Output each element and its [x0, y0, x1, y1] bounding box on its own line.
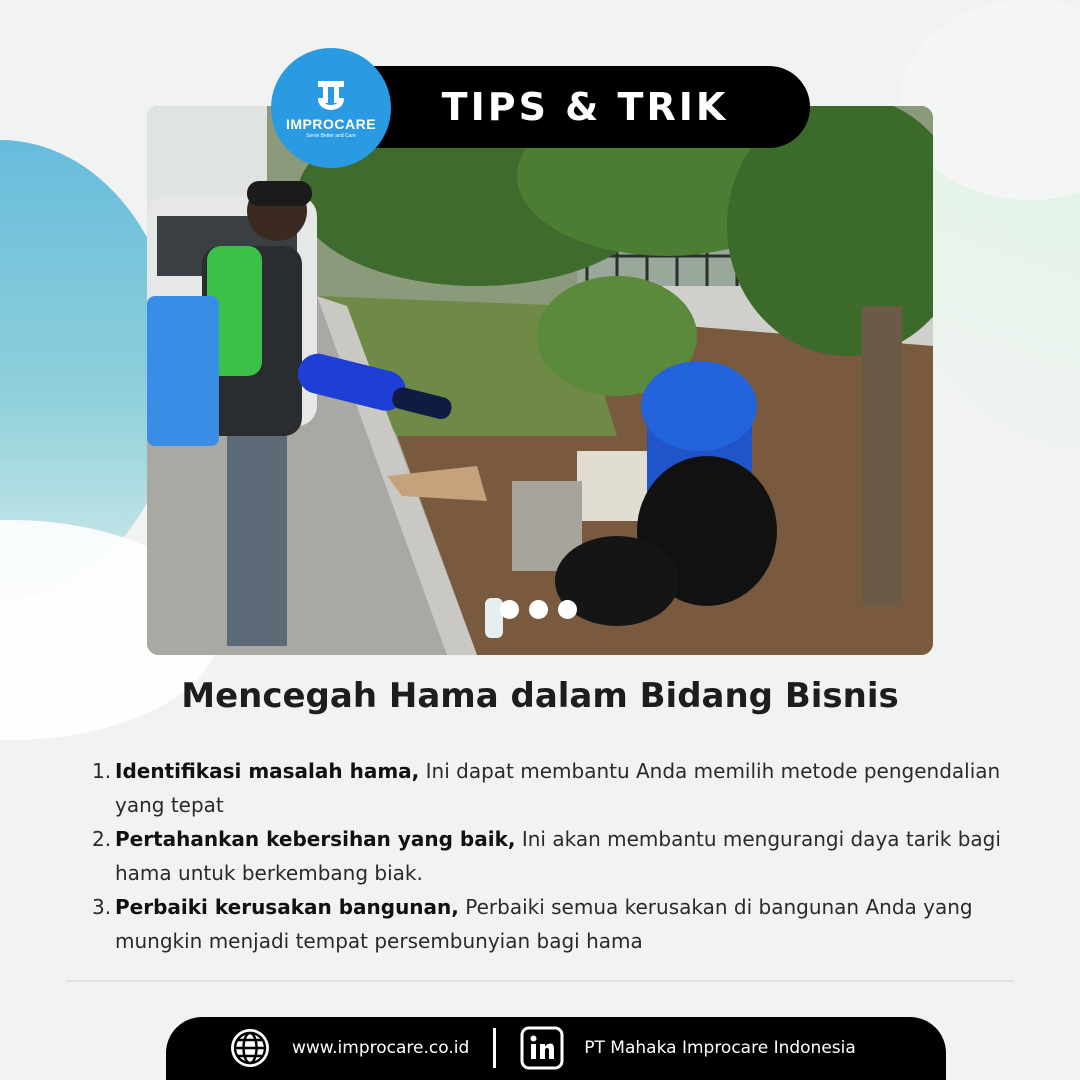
header-title: TIPS & TRIK — [441, 85, 729, 129]
tips-list — [92, 754, 1022, 958]
carousel-dots — [500, 600, 577, 619]
tip-heading: Pertahankan kebersihan yang baik, — [115, 827, 516, 851]
tip-body — [115, 822, 1022, 890]
tip-body — [115, 754, 1022, 822]
linkedin-icon — [520, 1026, 564, 1070]
carousel-dot[interactable] — [529, 600, 548, 619]
logo-tagline: Serve Better and Care — [306, 132, 356, 139]
list-item — [92, 822, 1022, 890]
list-item — [92, 754, 1022, 822]
list-item — [92, 890, 1022, 958]
carousel-dot[interactable] — [500, 600, 519, 619]
company-text: PT Mahaka Improcare Indonesia — [584, 1038, 856, 1058]
website-text: www.improcare.co.id — [292, 1038, 470, 1058]
tip-number: 1. — [92, 759, 112, 783]
tip-text: Perbaiki semua kerusakan di bangunan Anda yang mungkin menjadi tempat persembunyian bagi hama — [115, 895, 973, 953]
divider — [66, 980, 1014, 982]
tip-heading: Perbaiki kerusakan bangunan, — [115, 895, 459, 919]
linkedin-link[interactable] — [520, 1024, 856, 1072]
tip-number: 2. — [92, 827, 112, 851]
improcare-logo — [271, 48, 391, 168]
tip-number: 3. — [92, 895, 112, 919]
tip-body — [115, 890, 1022, 958]
website-link[interactable] — [228, 1024, 469, 1072]
globe-icon — [228, 1026, 272, 1070]
tip-heading: Identifikasi masalah hama, — [115, 759, 420, 783]
page-title: Mencegah Hama dalam Bidang Bisnis — [181, 676, 899, 716]
hero-photo — [147, 106, 933, 655]
improcare-logo-icon — [314, 78, 348, 112]
tip-text: Ini akan membantu mengurangi daya tarik bagi hama untuk berkembang biak. — [115, 827, 1001, 885]
header-pill — [330, 66, 810, 148]
footer-separator — [493, 1028, 496, 1068]
logo-name: IMPROCARE — [285, 115, 377, 132]
tip-text: Ini dapat membantu Anda memilih metode pengendalian yang tepat — [115, 759, 1001, 817]
footer-bar — [166, 1017, 946, 1080]
carousel-dot[interactable] — [558, 600, 577, 619]
